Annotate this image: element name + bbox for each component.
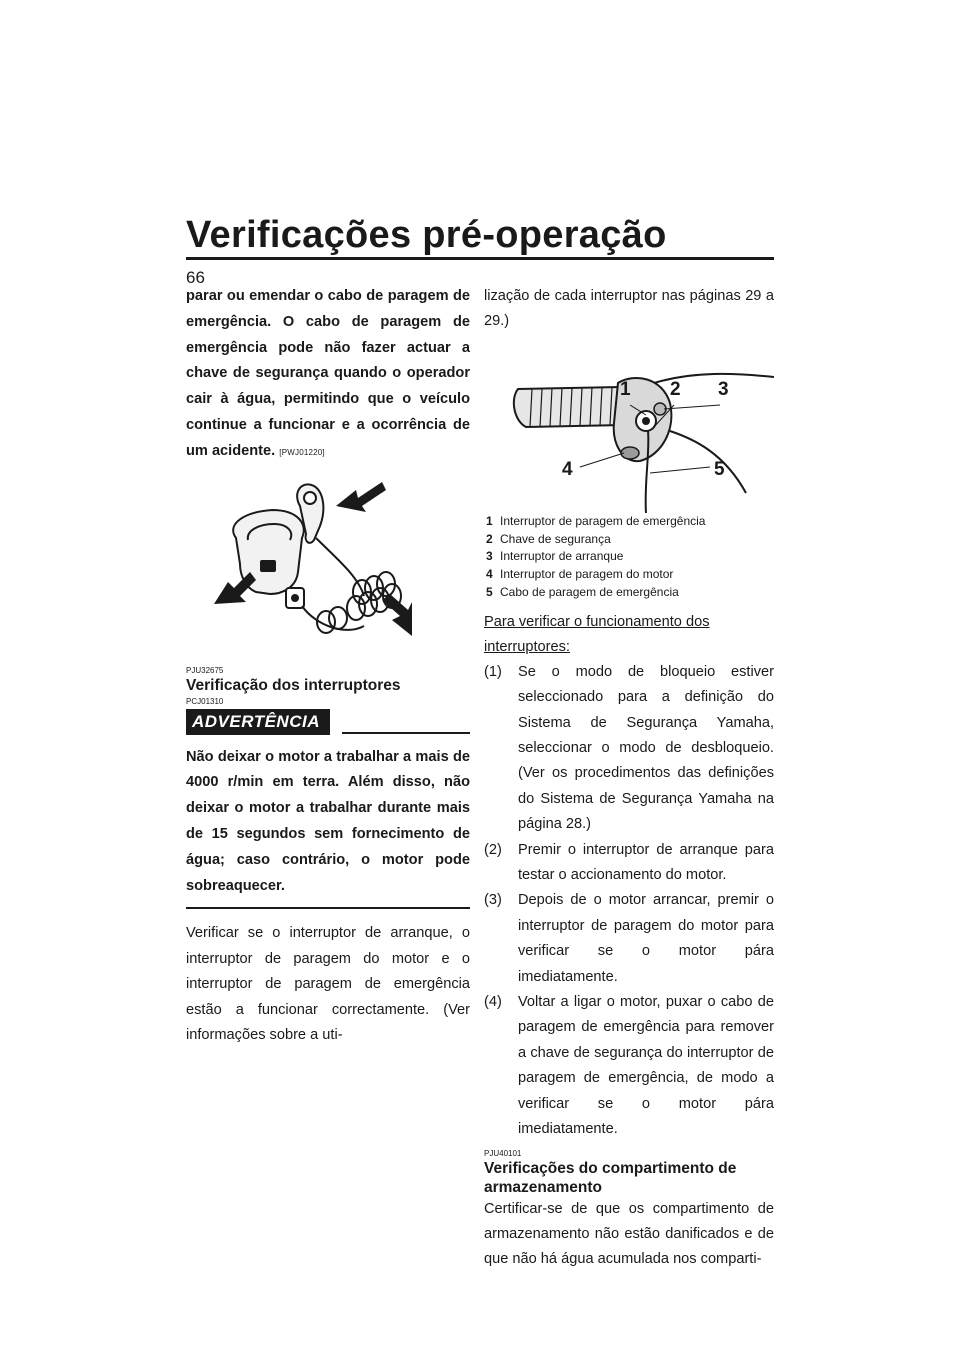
warning-continuation: parar ou emendar o cabo de paragem de emergência. O cabo de paragem de emergência pode não fazer actuar a chave de segurança quando o operador cair à água, permitindo que o veículo continue a funcionar e a ocorrência de um acidente. [PWJ01220] bbox=[186, 288, 470, 459]
list-item: (4) Voltar a ligar o motor, puxar o cabo de paragem de emergência para remover a chave de segurança do interruptor de paragem de emergência, de modo a verificar se o motor pára imediatamente. bbox=[484, 994, 774, 1138]
section2-heading: Verificações do compartimento de armazenamento bbox=[484, 1159, 737, 1196]
procedure-title: Para verificar o funcionamento dos interruptores: bbox=[484, 613, 710, 655]
continued-text: lização de cada interruptor nas páginas 29 a 29.) bbox=[484, 288, 774, 330]
caution-code: PCJ01310 bbox=[186, 696, 224, 706]
caution-rule bbox=[342, 732, 470, 734]
list-item: (3) Depois de o motor arrancar, premir o interruptor de paragem do motor para verificar se o motor pára imediatamente. bbox=[484, 892, 774, 985]
list-item: (2) Premir o interruptor de arranque para testar o accionamento do motor. bbox=[484, 841, 774, 884]
callout-4: 4 bbox=[562, 458, 573, 480]
legend-item: 3 Interruptor de arranque bbox=[486, 549, 624, 564]
section-heading: Verificação dos interruptores bbox=[186, 676, 401, 694]
legend-item: 5 Cabo de paragem de emergência bbox=[486, 585, 679, 599]
legend-item: 1 Interruptor de paragem de emergência bbox=[486, 513, 706, 528]
legend-item: 4 Interruptor de paragem do motor bbox=[486, 567, 674, 582]
section-code: PJU32675 bbox=[186, 665, 224, 675]
section2-code: PJU40101 bbox=[484, 1148, 522, 1158]
left-column bbox=[186, 284, 470, 1048]
callout-1: 1 bbox=[620, 378, 631, 400]
legend-item: 2 Chave de segurança bbox=[486, 531, 611, 546]
switches-figure bbox=[484, 343, 774, 513]
body-text: Verificar se o interruptor de arranque, o interruptor de paragem do motor e o interruptor de paragem de emergência estão a funcionar correctamente. (Ver informações sobre a uti- bbox=[186, 925, 470, 1043]
callout-5: 5 bbox=[714, 458, 725, 480]
figure-legend bbox=[484, 513, 774, 602]
caution-end-rule bbox=[186, 907, 470, 909]
caution-header bbox=[186, 709, 470, 735]
warning-code: [PWJ01220] bbox=[279, 447, 325, 457]
lanyard-illustration bbox=[186, 476, 470, 656]
caution-text: Não deixar o motor a trabalhar a mais de 4000 r/min em terra. Além disso, não deixar o motor a trabalhar durante mais de 15 segundos sem fornecimento de água; caso contrário, o motor pode sobreaquecer. bbox=[186, 748, 470, 894]
title-rule bbox=[186, 257, 774, 260]
handlebar-illustration bbox=[484, 343, 774, 513]
procedure-steps bbox=[484, 660, 774, 1143]
callout-2: 2 bbox=[670, 378, 681, 400]
section2-text: Certificar-se de que os compartimento de armazenamento não estão danificados e de que não há água acumulada nos comparti- bbox=[484, 1200, 774, 1268]
list-item: (1) Se o modo de bloqueio estiver seleccionado para a definição do Sistema de Segurança Yamaha, seleccionar o modo de desbloqueio. (Ver os procedimentos das definições do Sistema de Segurança Yamaha na página 28.) bbox=[484, 663, 774, 833]
page-title: Verificações pré-operação bbox=[186, 214, 667, 256]
page-number: 66 bbox=[186, 268, 205, 287]
lanyard-figure bbox=[186, 476, 470, 656]
caution-label: ADVERTÊNCIA bbox=[186, 709, 330, 735]
right-column bbox=[484, 284, 774, 1273]
callout-3: 3 bbox=[718, 378, 729, 400]
